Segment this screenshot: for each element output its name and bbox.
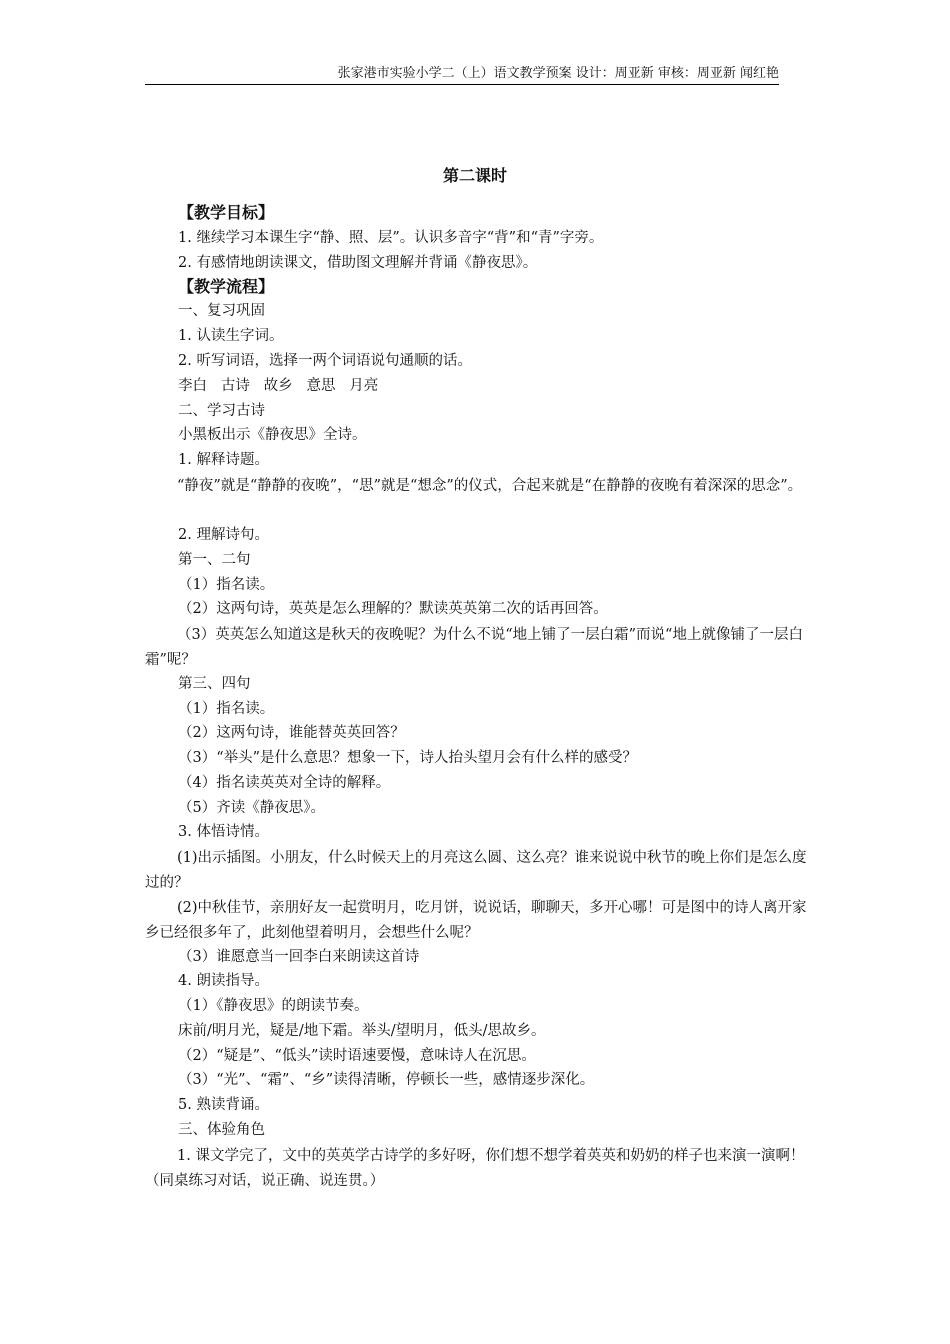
flow-heading: 【教学流程】 <box>178 277 275 296</box>
goals-heading: 【教学目标】 <box>178 203 275 222</box>
flow-line: （3）“举头”是什么意思？想象一下，诗人抬头望月会有什么样的感受？ <box>178 750 638 766</box>
flow-line: 1. 解释诗题。 <box>178 452 269 468</box>
flow-paragraph <box>145 846 809 895</box>
flow-line: 4. 朗读指导。 <box>178 973 269 989</box>
flow-line: 第三、四句 <box>178 676 251 692</box>
flow-line: 5. 熟读背诵。 <box>178 1097 269 1113</box>
goal-item: 1. 继续学习本课生字“静、照、层”。认识多音字“背”和“青”字旁。 <box>178 230 604 246</box>
lesson-title: 第二课时 <box>442 166 507 185</box>
paragraph-text: 1. 课文学完了，文中的英英学古诗学的多好呀，你们想不想学着英英和奶奶的样子也来演一演啊！（同桌练习对话，说正确、说连贯。） <box>145 1148 805 1189</box>
flow-line: （4）指名读英英对全诗的解释。 <box>178 775 391 791</box>
flow-line: （2）这两句诗，英英是怎么理解的？默读英英第二次的话再回答。 <box>178 601 608 617</box>
flow-line: 小黑板出示《静夜思》全诗。 <box>178 427 367 443</box>
flow-line: （1）指名读。 <box>178 577 275 593</box>
flow-line: 一、复习巩固 <box>178 303 265 319</box>
flow-line: （2）这两句诗，谁能替英英回答？ <box>178 725 405 741</box>
paragraph-text: (1)出示插图。小朋友，什么时候天上的月亮这么圆、这么亮？谁来说说中秋节的晚上你们是怎么度过的？ <box>145 850 807 891</box>
flow-line: 床前/明月光，疑是/地下霜。举头/望明月，低头/思故乡。 <box>178 1023 546 1039</box>
paragraph-text: (2)中秋佳节，亲朋好友一起赏明月，吃月饼，说说话，聊聊天，多开心哪！可是图中的诗人离开家乡已经很多年了，此刻他望着明月，会想些什么呢？ <box>145 900 807 941</box>
flow-line: （5）齐读《静夜思》。 <box>178 800 325 816</box>
flow-line: （3）谁愿意当一回李白来朗读这首诗 <box>178 949 420 965</box>
flow-line: 3. 体悟诗情。 <box>178 824 269 840</box>
flow-line: （1）《静夜思》的朗读节奏。 <box>178 998 369 1014</box>
flow-line: 1. 认读生字词。 <box>178 328 284 344</box>
flow-paragraph <box>145 623 809 672</box>
flow-paragraph <box>145 474 809 499</box>
flow-line: （2）“疑是”、“低头”读时语速要慢，意味诗人在沉思。 <box>178 1048 536 1064</box>
flow-line: 第一、二句 <box>178 552 251 568</box>
flow-paragraph <box>145 1144 809 1193</box>
flow-line: 三、体验角色 <box>178 1122 265 1138</box>
flow-line: 李白 古诗 故乡 意思 月亮 <box>178 378 379 394</box>
flow-line: 2. 理解诗句。 <box>178 527 269 543</box>
paragraph-text: （3）英英怎么知道这是秋天的夜晚呢？为什么不说“地上铺了一层白霜”而说“地上就像铺了一层白霜”呢？ <box>145 627 803 668</box>
paragraph-text: “静夜”就是“静静的夜晚”，“思”就是“想念”的仪式，合起来就是“在静静的夜晚有着深深的思念”。 <box>177 478 803 494</box>
page-header: 张家港市实验小学二（上）语文教学预案 设计：周亚新 审核：周亚新 闻红艳 <box>145 66 779 85</box>
flow-paragraph <box>145 896 809 945</box>
flow-line: （1）指名读。 <box>178 701 275 717</box>
flow-line: 二、学习古诗 <box>178 403 265 419</box>
goal-item: 2. 有感情地朗读课文，借助图文理解并背诵《静夜思》。 <box>178 255 538 271</box>
flow-line: （3）“光”、“霜”、“乡”读得清晰，停顿长一些，感情逐步深化。 <box>178 1072 595 1088</box>
flow-line: 2. 听写词语，选择一两个词语说句通顺的话。 <box>178 353 472 369</box>
